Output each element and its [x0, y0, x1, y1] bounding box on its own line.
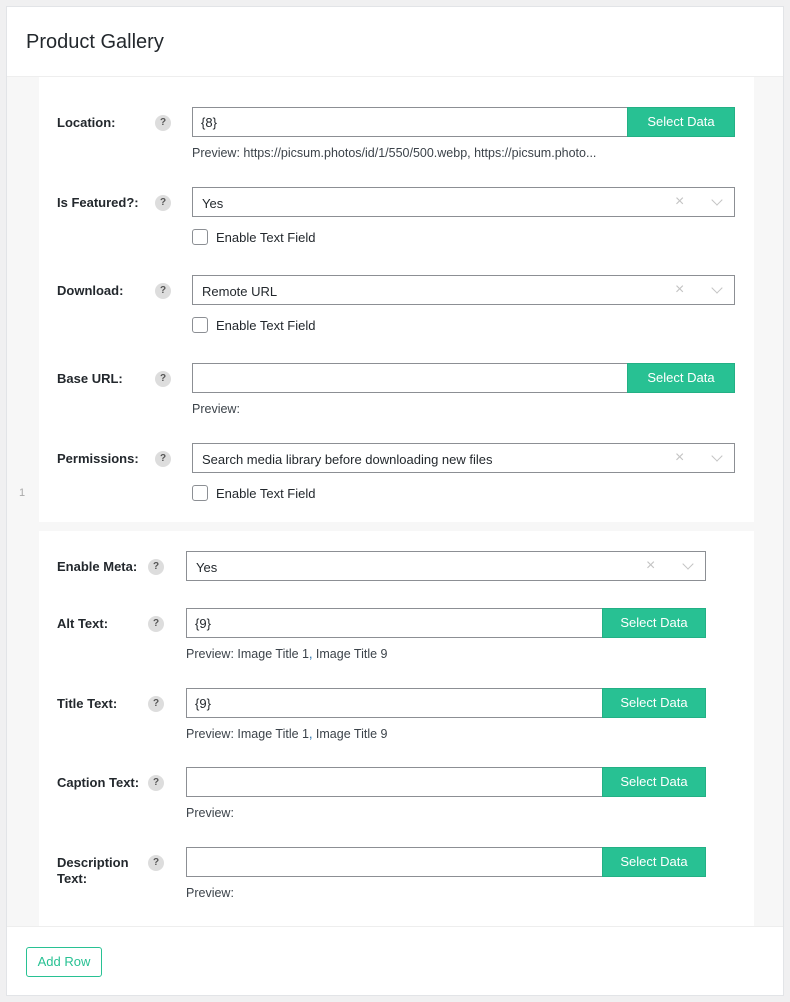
base-url-label: Base URL:	[57, 371, 123, 386]
checkbox[interactable]	[192, 229, 208, 245]
description-text-input[interactable]	[186, 847, 602, 877]
is-featured-label: Is Featured?:	[57, 195, 139, 210]
preview-text: Preview: Image Title 1	[186, 727, 309, 741]
title-text-select-data-button[interactable]: Select Data	[602, 688, 706, 718]
add-row-button[interactable]: Add Row	[26, 947, 102, 977]
preview-separator: ,	[308, 727, 313, 741]
preview-text: Image Title 9	[312, 647, 388, 661]
title-text-input[interactable]	[186, 688, 602, 718]
clear-icon[interactable]: ×	[675, 193, 685, 210]
base-url-preview: Preview:	[192, 402, 240, 416]
description-text-label: Description Text:	[57, 855, 129, 886]
help-icon[interactable]: ?	[155, 451, 171, 467]
chevron-down-icon[interactable]	[711, 450, 722, 461]
checkbox-label: Enable Text Field	[216, 485, 316, 501]
permissions-select-value: Search media library before downloading new files	[202, 452, 493, 467]
description-text-preview: Preview:	[186, 886, 234, 900]
help-icon[interactable]: ?	[148, 559, 164, 575]
caption-text-label: Caption Text:	[57, 775, 140, 790]
is-featured-enable-text-field[interactable]	[192, 229, 316, 245]
enable-meta-select[interactable]	[186, 551, 706, 581]
preview-text: Image Title 9	[312, 727, 388, 741]
description-text-input-group	[186, 847, 706, 877]
alt-text-input-group	[186, 608, 706, 638]
checkbox-label: Enable Text Field	[216, 229, 316, 245]
location-preview: Preview: https://picsum.photos/id/1/550/500.webp, https://picsum.photo...	[192, 146, 597, 160]
help-icon[interactable]: ?	[148, 775, 164, 791]
alt-text-label: Alt Text:	[57, 616, 109, 631]
clear-icon[interactable]: ×	[646, 557, 656, 574]
caption-text-input-group	[186, 767, 706, 797]
row-block-image-settings	[39, 77, 754, 522]
chevron-down-icon[interactable]	[682, 558, 693, 569]
alt-text-input[interactable]	[186, 608, 602, 638]
checkbox-label: Enable Text Field	[216, 317, 316, 333]
download-select[interactable]	[192, 275, 735, 305]
repeater-row	[7, 77, 783, 926]
panel-title: Product Gallery	[26, 31, 164, 53]
base-url-input-group	[192, 363, 735, 393]
location-select-data-button[interactable]: Select Data	[627, 107, 735, 137]
permissions-enable-text-field[interactable]	[192, 485, 316, 501]
caption-text-select-data-button[interactable]: Select Data	[602, 767, 706, 797]
chevron-down-icon[interactable]	[711, 282, 722, 293]
permissions-select[interactable]	[192, 443, 735, 473]
caption-text-input[interactable]	[186, 767, 602, 797]
help-icon[interactable]: ?	[148, 616, 164, 632]
is-featured-select[interactable]	[192, 187, 735, 217]
download-enable-text-field[interactable]	[192, 317, 316, 333]
title-text-label: Title Text:	[57, 696, 118, 711]
base-url-input[interactable]	[192, 363, 627, 393]
row-block-meta-settings	[39, 531, 754, 926]
help-icon[interactable]: ?	[155, 195, 171, 211]
help-icon[interactable]: ?	[155, 115, 171, 131]
title-text-input-group	[186, 688, 706, 718]
download-label: Download:	[57, 283, 124, 298]
enable-meta-label: Enable Meta:	[57, 559, 138, 574]
help-icon[interactable]: ?	[155, 371, 171, 387]
download-select-value: Remote URL	[202, 284, 278, 299]
panel-footer	[7, 926, 783, 995]
location-input-group	[192, 107, 735, 137]
enable-meta-select-value: Yes	[196, 560, 218, 575]
clear-icon[interactable]: ×	[675, 281, 685, 298]
clear-icon[interactable]: ×	[675, 449, 685, 466]
alt-text-select-data-button[interactable]: Select Data	[602, 608, 706, 638]
panel-header	[7, 7, 783, 77]
base-url-select-data-button[interactable]: Select Data	[627, 363, 735, 393]
help-icon[interactable]: ?	[155, 283, 171, 299]
product-gallery-panel	[6, 6, 784, 996]
help-icon[interactable]: ?	[148, 696, 164, 712]
checkbox[interactable]	[192, 485, 208, 501]
help-icon[interactable]: ?	[148, 855, 164, 871]
chevron-down-icon[interactable]	[711, 194, 722, 205]
description-text-select-data-button[interactable]: Select Data	[602, 847, 706, 877]
alt-text-preview	[186, 647, 388, 661]
checkbox[interactable]	[192, 317, 208, 333]
preview-separator: ,	[308, 647, 313, 661]
location-input[interactable]	[192, 107, 627, 137]
is-featured-select-value: Yes	[202, 196, 224, 211]
location-label: Location:	[57, 115, 116, 130]
row-number: 1	[19, 487, 26, 499]
preview-text: Preview: Image Title 1	[186, 647, 309, 661]
caption-text-preview: Preview:	[186, 806, 234, 820]
permissions-label: Permissions:	[57, 451, 139, 466]
title-text-preview	[186, 727, 388, 741]
